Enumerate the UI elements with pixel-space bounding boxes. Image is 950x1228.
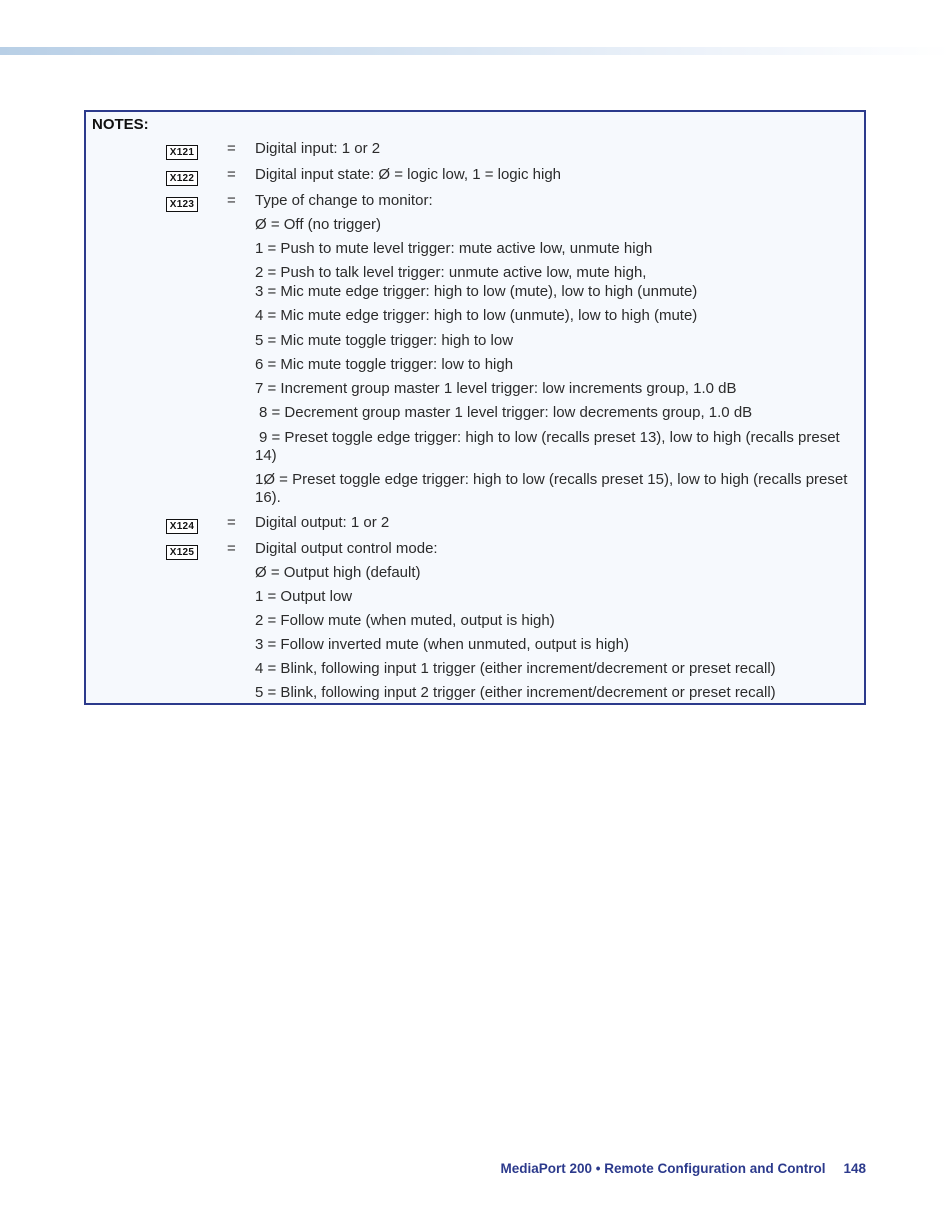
x122-description: Digital input state: Ø = logic low, 1 = logic high bbox=[255, 166, 562, 183]
notes-heading: NOTES: bbox=[92, 116, 149, 133]
x125-option: 5 = Blink, following input 2 trigger (either increment/decrement or preset recall) bbox=[255, 684, 776, 701]
equals-sign: = bbox=[227, 192, 236, 209]
x123-option: 3 = Mic mute edge trigger: high to low (mute), low to high (unmute) bbox=[255, 283, 698, 300]
variable-tag-x122: X122 bbox=[166, 171, 198, 186]
x123-option: 8 = Decrement group master 1 level trigger: low decrements group, 1.0 dB bbox=[259, 404, 753, 421]
page-footer bbox=[500, 1161, 866, 1176]
equals-sign: = bbox=[227, 166, 236, 183]
x123-description: Type of change to monitor: bbox=[255, 192, 433, 209]
x123-option: Ø = Off (no trigger) bbox=[255, 216, 382, 233]
x123-option: 1Ø = Preset toggle edge trigger: high to low (recalls preset 15), low to high (recalls preset 16). bbox=[255, 471, 848, 506]
x123-option: 5 = Mic mute toggle trigger: high to low bbox=[255, 332, 514, 349]
page-number: 148 bbox=[843, 1161, 866, 1176]
x121-description: Digital input: 1 or 2 bbox=[255, 140, 381, 157]
footer-title: MediaPort 200 • Remote Configuration and Control bbox=[500, 1161, 826, 1176]
x125-option: 1 = Output low bbox=[255, 588, 353, 605]
x123-option: 2 = Push to talk level trigger: unmute active low, mute high, bbox=[255, 264, 647, 281]
x123-option: 9 = Preset toggle edge trigger: high to low (recalls preset 13), low to high (recalls preset 14) bbox=[255, 429, 840, 464]
notes-box bbox=[84, 110, 866, 705]
variable-tag-x125: X125 bbox=[166, 545, 198, 560]
x123-option: 7 = Increment group master 1 level trigger: low increments group, 1.0 dB bbox=[255, 380, 737, 397]
x123-option: 6 = Mic mute toggle trigger: low to high bbox=[255, 356, 514, 373]
variable-tag-x123: X123 bbox=[166, 197, 198, 212]
x125-description: Digital output control mode: bbox=[255, 540, 438, 557]
variable-tag-x121: X121 bbox=[166, 145, 198, 160]
x125-option: 3 = Follow inverted mute (when unmuted, output is high) bbox=[255, 636, 629, 653]
equals-sign: = bbox=[227, 540, 236, 557]
equals-sign: = bbox=[227, 140, 236, 157]
x123-option: 4 = Mic mute edge trigger: high to low (unmute), low to high (mute) bbox=[255, 307, 698, 324]
x124-description: Digital output: 1 or 2 bbox=[255, 514, 390, 531]
x125-option: 4 = Blink, following input 1 trigger (either increment/decrement or preset recall) bbox=[255, 660, 776, 677]
equals-sign: = bbox=[227, 514, 236, 531]
variable-tag-x124: X124 bbox=[166, 519, 198, 534]
x125-option: 2 = Follow mute (when muted, output is high) bbox=[255, 612, 555, 629]
x123-option: 1 = Push to mute level trigger: mute active low, unmute high bbox=[255, 240, 653, 257]
header-gradient-bar bbox=[0, 47, 950, 55]
x125-option: Ø = Output high (default) bbox=[255, 564, 421, 581]
